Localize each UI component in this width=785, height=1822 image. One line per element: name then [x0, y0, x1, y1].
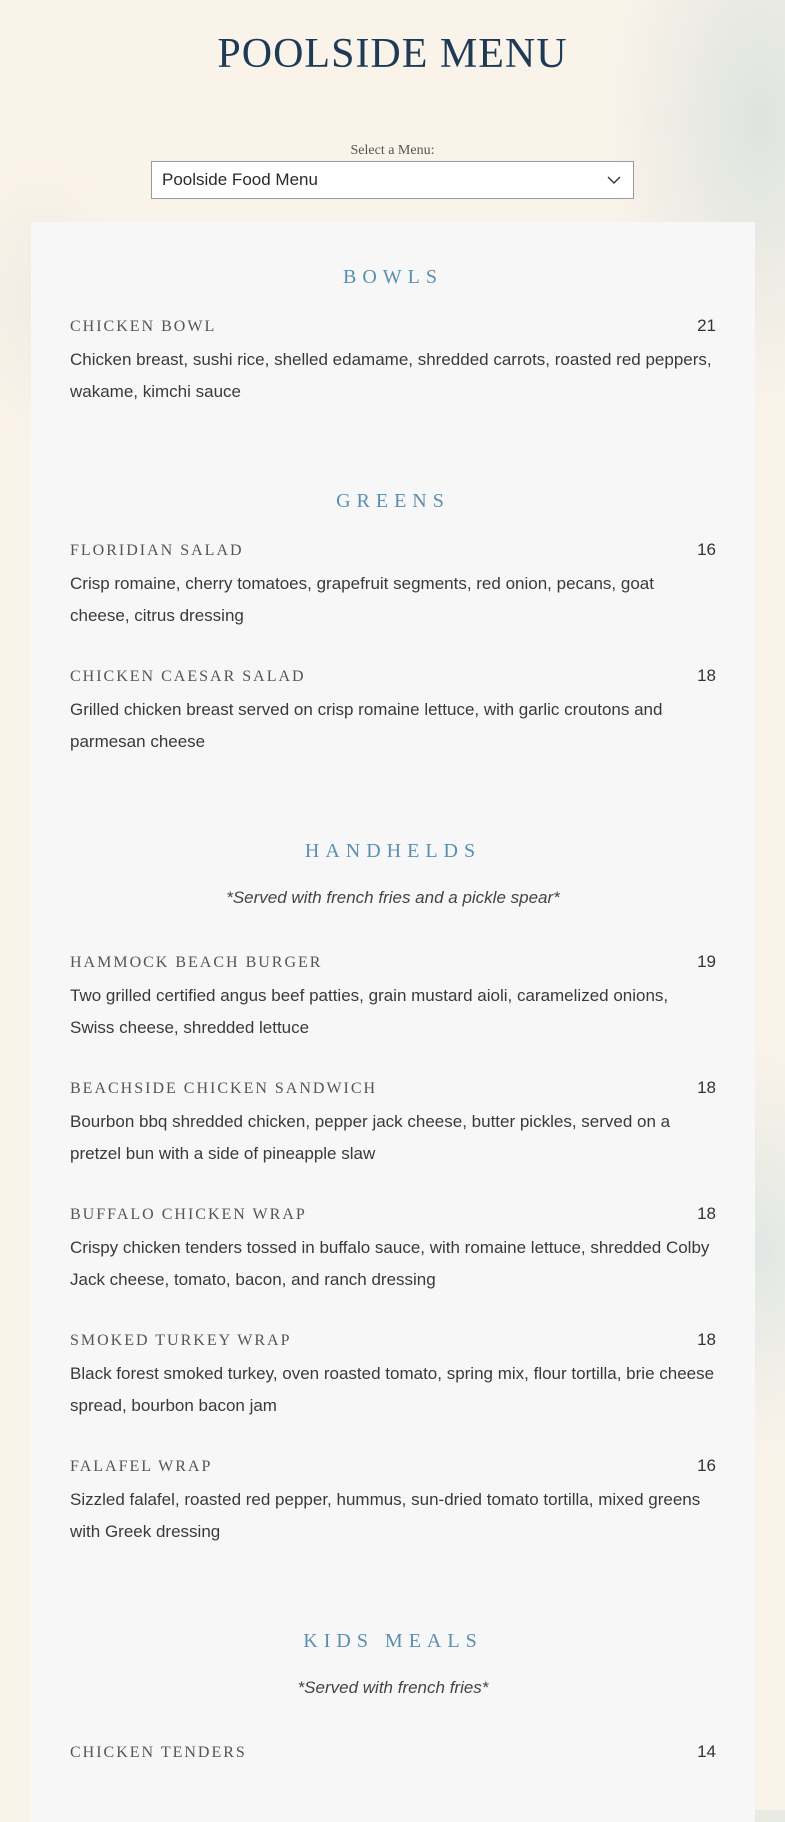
section-bowls	[31, 266, 755, 289]
menu-item	[70, 1742, 716, 1762]
menu-item	[70, 1456, 716, 1548]
item-price: 14	[697, 1742, 716, 1761]
menu-select-dropdown[interactable]	[151, 161, 634, 199]
section-title: BOWLS	[343, 266, 443, 288]
menu-panel	[31, 222, 755, 1822]
item-name: CHICKEN TENDERS	[70, 1744, 247, 1761]
item-name: FALAFEL WRAP	[70, 1458, 213, 1475]
section-title: HANDHELDS	[304, 840, 482, 862]
item-price: 19	[697, 952, 716, 971]
item-description: Grilled chicken breast served on crisp romaine lettuce, with garlic croutons and parmesan cheese	[70, 700, 663, 751]
section-greens	[31, 490, 755, 513]
item-description: Chicken breast, sushi rice, shelled edamame, shredded carrots, roasted red peppers, wakame, kimchi sauce	[70, 350, 712, 401]
section-title: KIDS MEALS	[303, 1630, 483, 1652]
section-handhelds	[31, 840, 755, 863]
item-price: 18	[697, 1078, 716, 1097]
item-description: Two grilled certified angus beef patties, grain mustard aioli, caramelized onions, Swiss cheese, shredded lettuce	[70, 986, 669, 1037]
item-name: CHICKEN BOWL	[70, 318, 217, 335]
menu-item	[70, 666, 716, 758]
section-kids-meals	[31, 1630, 755, 1653]
menu-item	[70, 540, 716, 632]
item-name: BEACHSIDE CHICKEN SANDWICH	[70, 1080, 378, 1097]
item-name: SMOKED TURKEY WRAP	[70, 1332, 292, 1349]
section-title: GREENS	[336, 490, 450, 512]
chevron-down-icon	[607, 176, 621, 185]
item-description: Bourbon bbq shredded chicken, pepper jack cheese, butter pickles, served on a pretzel bun with a side of pineapple slaw	[70, 1112, 671, 1163]
menu-item	[70, 1330, 716, 1422]
item-price: 18	[697, 1204, 716, 1223]
item-description: Sizzled falafel, roasted red pepper, hummus, sun-dried tomato tortilla, mixed greens with Greek dressing	[70, 1490, 701, 1541]
menu-item	[70, 1204, 716, 1296]
menu-selector-label: Select a Menu:	[350, 143, 435, 158]
item-price: 18	[697, 666, 716, 685]
item-description: Black forest smoked turkey, oven roasted tomato, spring mix, flour tortilla, brie cheese spread, bourbon bacon jam	[70, 1364, 715, 1415]
item-name: HAMMOCK BEACH BURGER	[70, 954, 323, 971]
menu-select-value: Poolside Food Menu	[162, 170, 318, 189]
item-description: Crisp romaine, cherry tomatoes, grapefruit segments, red onion, pecans, goat cheese, citrus dressing	[70, 574, 654, 625]
menu-item	[70, 952, 716, 1044]
item-name: FLORIDIAN SALAD	[70, 542, 244, 559]
page-title: POOLSIDE MENU	[217, 31, 568, 77]
menu-item	[70, 1078, 716, 1170]
item-description: Crispy chicken tenders tossed in buffalo sauce, with romaine lettuce, shredded Colby Jack cheese, tomato, bacon, and ranch dressing	[70, 1238, 710, 1289]
section-note: *Served with french fries and a pickle spear*	[226, 888, 560, 907]
item-price: 21	[697, 316, 716, 335]
item-name: CHICKEN CAESAR SALAD	[70, 668, 306, 685]
item-price: 16	[697, 1456, 716, 1475]
menu-selector	[151, 143, 634, 199]
menu-item	[70, 316, 716, 408]
section-note: *Served with french fries*	[297, 1678, 489, 1697]
item-price: 18	[697, 1330, 716, 1349]
item-price: 16	[697, 540, 716, 559]
item-name: BUFFALO CHICKEN WRAP	[70, 1206, 307, 1223]
